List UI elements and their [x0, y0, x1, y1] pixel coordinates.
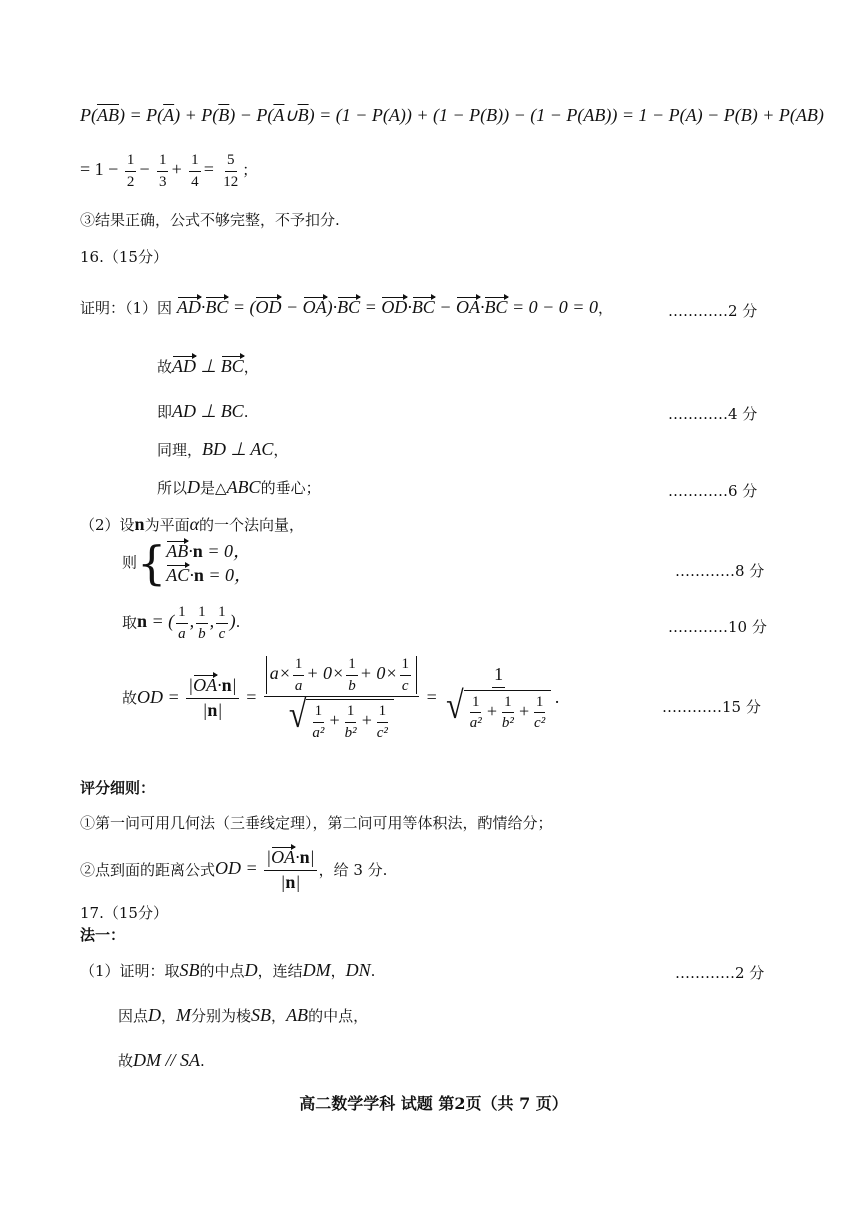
points-15: …………15 分 — [662, 698, 761, 716]
similarly-line: 同理，BD ⊥ AC， — [157, 439, 289, 459]
points-2: …………2 分 — [668, 302, 758, 320]
perp-vector-line: 故AD ⊥ BC， — [157, 356, 259, 376]
proof-17-1-line: （1）证明：取SB的中点D，连结DM，DN. — [80, 960, 376, 980]
probability-formula-line: P(AB) = P(A) + P(B) − P(A∪B) = (1 − P(A)) + (1 − P(B)) − (1 − P(AB)) = 1 − P(A) − P(B) + P(AB) — [80, 105, 824, 125]
question-16-heading: 16.（15分） — [80, 248, 168, 266]
note-3: ③结果正确，公式不够完整，不予扣分. — [80, 211, 340, 229]
result-prefix: = 1 − — [80, 159, 119, 180]
scoring-rule-1: ①第一问可用几何法（三垂线定理），第二问可用等体积法，酌情给分； — [80, 814, 553, 832]
midpoint-line: 因点D，M分别为棱SB，AB的中点， — [118, 1005, 369, 1025]
method-1-label: 法一： — [80, 926, 126, 944]
distance-line: 故OD = $\frac{|OA\cdot n|}{|n|}$ = a× $\frac{1}{a}$ + 0× $\frac{1}{b}$ + 0× $\frac{1}{c}$ √ $\frac{1}{\text{a²}}$ + $\frac{1}{\text{b²}}$ + $\frac{1}{\text{c²}}$ = 1 √ $\frac{1}{\text{a²}}$ + $\frac{1}{\text{b²}}$ + $\frac{1}{\text{c²}}$ . — [122, 656, 560, 741]
frac-half: $\frac{1}{2}$ — [126, 152, 135, 190]
frac-quarter: $\frac{1}{4}$ — [191, 152, 199, 190]
points-10: …………10 分 — [668, 618, 767, 636]
scoring-title: 评分细则： — [80, 779, 156, 797]
frac-result: $\frac{5}{12}$ — [223, 152, 239, 190]
frac-third: $\frac{1}{3}$ — [158, 152, 167, 190]
normal-system: 则{ AB·n = 0， AC·n = 0， — [122, 536, 252, 590]
choose-n-line: 取n = ( $\frac{1}{a}$ , $\frac{1}{b}$ , $\frac{1}{c}$ ). — [122, 604, 241, 642]
points-4: …………4 分 — [668, 405, 758, 423]
points-6: …………6 分 — [668, 482, 758, 500]
orthocenter-line: 所以D是△ABC的垂心； — [157, 477, 321, 497]
scoring-rule-2: ②点到面的距离公式OD = $\frac{|OA\cdot n|}{|n|}$ ，给 3 分. — [80, 847, 388, 892]
points-8: …………8 分 — [675, 562, 765, 580]
part-2-line: （2）设n为平面α的一个法向量， — [80, 514, 305, 534]
proof-16-1-line: 证明：（1）因 AD·BC = (OD − OA)·BC = OD·BC − OA·BC = 0 − 0 = 0， — [80, 297, 613, 317]
perp-line-line: 即AD ⊥ BC. — [157, 401, 249, 421]
question-17-heading: 17.（15分） — [80, 904, 168, 922]
parallel-line: 故DM // SA. — [118, 1050, 205, 1070]
page-footer: 高二数学学科 试题 第2页（共 7 页） — [299, 1094, 568, 1113]
numeric-result-line: = 1 − $\frac{1}{2}$ − $\frac{1}{3}$ + $\frac{1}{4}$ = $\frac{5}{12}$ ； — [80, 152, 258, 190]
points-17-2: …………2 分 — [675, 964, 765, 982]
